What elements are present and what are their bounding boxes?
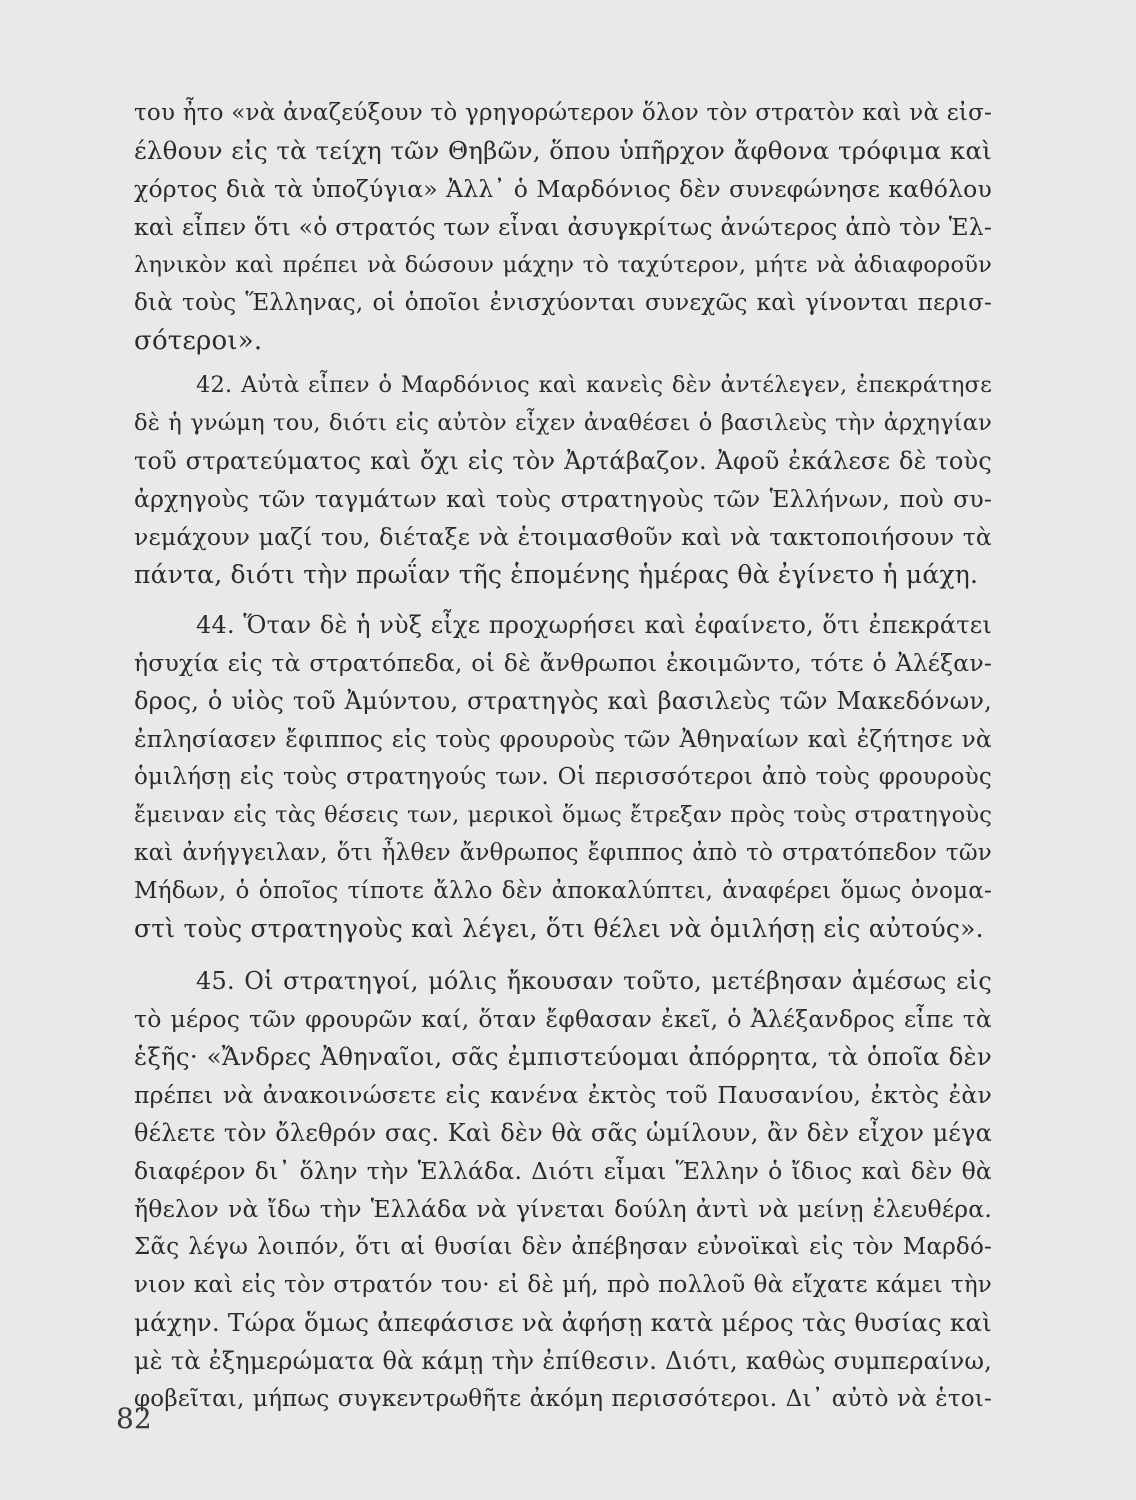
text-line: μάχην. Τώρα ὅμως ἀπεφάσισε νὰ ἀφήσῃ κατὰ μέρος τὰς θυσίας καὶ <box>134 1308 992 1337</box>
text-line: πάντα, διότι τὴν πρωΐαν τῆς ἑπομένης ἡμέρας θὰ ἐγίνετο ἡ μάχη. <box>134 560 979 589</box>
text-line: σότεροι». <box>134 326 263 356</box>
text-line: δὲ ἡ γνώμη του, διότι εἰς αὐτὸν εἶχεν ἀναθέσει ὁ βασιλεὺς τὴν ἀρχηγίαν <box>134 410 992 436</box>
text-line: διαφέρον δι᾽ ὅλην τὴν Ἑλλάδα. Διότι εἶμαι Ἕλλην ὁ ἴδιος καὶ δὲν θὰ <box>134 1157 992 1185</box>
text-line: 45. Οἱ στρατηγοί, μόλις ἤκουσαν τοῦτο, μετέβησαν ἀμέσως εἰς <box>196 967 992 995</box>
text-line: φοβεῖται, μήπως συγκεντρωθῆτε ἀκόμη περισσότεροι. Δι᾽ αὐτὸ νὰ ἑτοι- <box>134 1386 992 1412</box>
text-line: νεμάχουν μαζί του, διέταξε νὰ ἑτοιμασθοῦν καὶ νὰ τακτοποιήσουν τὰ <box>134 523 992 551</box>
text-line: ἀρχηγοὺς τῶν ταγμάτων καὶ τοὺς στρατηγοὺς τῶν Ἑλλήνων, ποὺ συ- <box>134 485 992 513</box>
text-line: νιον καὶ εἰς τὸν στρατόν του· εἰ δὲ μή, πρὸ πολλοῦ θὰ εἴχατε κάμει τὴν <box>134 1272 992 1298</box>
text-line: τὸ μέρος τῶν φρουρῶν καί, ὅταν ἔφθασαν ἐκεῖ, ὁ Ἀλέξανδρος εἶπε τὰ <box>134 1005 992 1033</box>
text-line: τοῦ στρατεύματος καὶ ὄχι εἰς τὸν Ἀρτάβαζον. Ἀφοῦ ἐκάλεσε δὲ τοὺς <box>134 447 992 475</box>
text-line: δρος, ὁ υἱὸς τοῦ Ἀμύντου, στρατηγὸς καὶ βασιλεὺς τῶν Μακεδόνων, <box>134 687 992 715</box>
text-line: του ἦτο «νὰ ἀναζεύξουν τὸ γρηγορώτερον ὅλον τὸν στρατὸν καὶ νὰ εἰσ- <box>134 100 992 126</box>
text-line: ἑξῆς· «Ἄνδρες Ἀθηναῖοι, σᾶς ἐμπιστεύομαι ἀπόρρητα, τὰ ὁποῖα δὲν <box>134 1042 992 1071</box>
text-line: ἤθελον νὰ ἴδω τὴν Ἑλλάδα νὰ γίνεται δούλη ἀντὶ νὰ μείνῃ ἐλευθέρα. <box>134 1195 992 1223</box>
text-line: έλθουν εἰς τὰ τείχη τῶν Θηβῶν, ὅπου ὑπῆρχον ἄφθονα τρόφιμα καὶ <box>134 136 992 165</box>
text-line: στὶ τοὺς στρατηγοὺς καὶ λέγει, ὅτι θέλει νὰ ὁμιλήσῃ εἰς αὐτούς». <box>134 914 984 943</box>
text-line: Μήδων, ὁ ὁποῖος τίποτε ἄλλο δὲν ἀποκαλύπτει, ἀναφέρει ὅμως ὀνομα- <box>134 878 992 904</box>
text-line: θέλετε τὸν ὄλεθρόν σας. Καὶ δὲν θὰ σᾶς ὡμίλουν, ἂν δὲν εἶχον μέγα <box>134 1119 992 1147</box>
text-line: μὲ τὰ ἐξημερώματα θὰ κάμῃ τὴν ἐπίθεσιν. Διότι, καθὼς συμπεραίνω, <box>134 1347 992 1375</box>
text-line: Σᾶς λέγω λοιπόν, ὅτι αἱ θυσίαι δὲν ἀπέβησαν εὐνοϊκαὶ εἰς τὸν Μαρδό- <box>134 1234 992 1260</box>
text-line: διὰ τοὺς Ἕλληνας, οἱ ὁποῖοι ἐνισχύονται συνεχῶς καὶ γίνονται περισ- <box>134 290 992 316</box>
text-line: χόρτος διὰ τὰ ὑποζύγια» Ἀλλ᾽ ὁ Μαρδόνιος δὲν συνεφώνησε καθόλου <box>134 175 992 203</box>
page-number: 82 <box>116 1402 152 1435</box>
text-line: ληνικὸν καὶ πρέπει νὰ δώσουν μάχην τὸ ταχύτερον, μήτε νὰ ἀδιαφοροῦν <box>134 252 992 278</box>
text-line: 44. Ὅταν δὲ ἡ νὺξ εἶχε προχωρήσει καὶ ἐφαίνετο, ὅτι ἐπεκράτει <box>196 611 992 639</box>
text-line: ἔμειναν εἰς τὰς θέσεις των, μερικοὶ ὅμως ἔτρεξαν πρὸς τοὺς στρατηγοὺς <box>134 802 992 828</box>
text-line: ὁμιλήσῃ εἰς τοὺς στρατηγούς των. Οἱ περισσότεροι ἀπὸ τοὺς φρουροὺς <box>134 764 992 790</box>
text-line: καὶ εἶπεν ὅτι «ὁ στρατός των εἶναι ἀσυγκρίτως ἀνώτερος ἀπὸ τὸν Ἑλ- <box>134 213 992 241</box>
text-line: ἐπλησίασεν ἔφιππος εἰς τοὺς φρουροὺς τῶν Ἀθηναίων καὶ ἐζήτησε νὰ <box>134 725 992 753</box>
text-line: πρέπει νὰ ἀνακοινώσετε εἰς κανένα ἐκτὸς τοῦ Παυσανίου, ἐκτὸς ἐὰν <box>134 1081 992 1109</box>
text-line: ἡσυχία εἰς τὰ στρατόπεδα, οἱ δὲ ἄνθρωποι ἐκοιμῶντο, τότε ὁ Ἀλέξαν- <box>134 649 992 677</box>
text-line: καὶ ἀνήγγειλαν, ὅτι ἦλθεν ἄνθρωπος ἔφιππος ἀπὸ τὸ στρατόπεδον τῶν <box>134 840 992 866</box>
text-line: 42. Αὐτὰ εἶπεν ὁ Μαρδόνιος καὶ κανεὶς δὲν ἀντέλεγεν, ἐπεκράτησε <box>196 372 992 398</box>
